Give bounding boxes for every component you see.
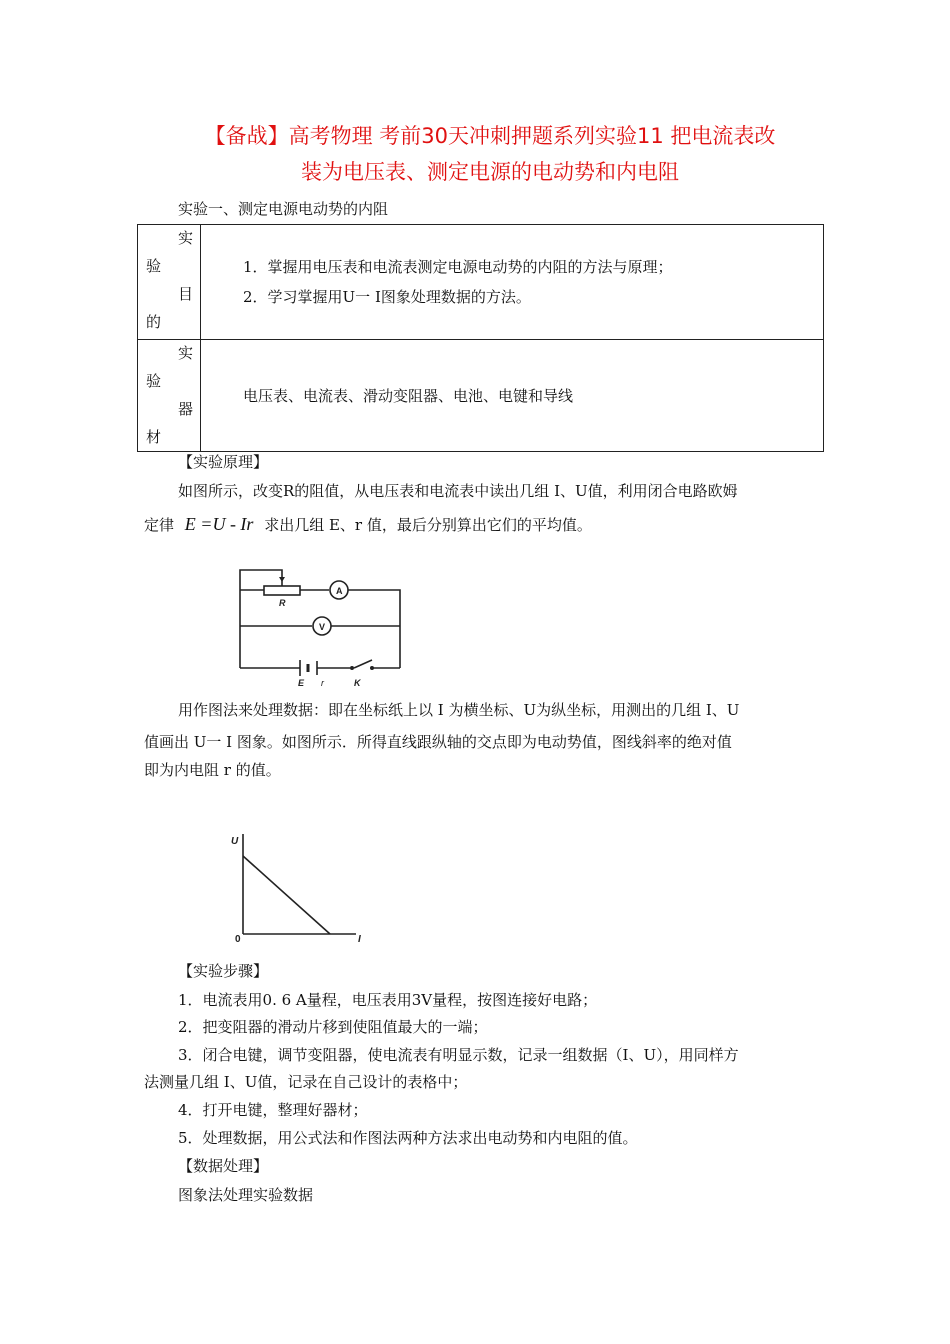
header-char: 目 — [178, 285, 194, 303]
step-item: 法测量几组 I、U值，记录在自己设计的表格中； — [144, 1073, 468, 1091]
u-i-line — [243, 856, 330, 934]
table-row-purpose — [138, 225, 824, 340]
label-r: r — [321, 678, 324, 688]
experiment-info-table — [137, 224, 824, 452]
y-axis-label: U — [231, 836, 239, 847]
u-i-graph — [228, 828, 368, 948]
label-A: A — [336, 586, 343, 596]
graphing-text-line2: 值画出 U一 I 图象。如图所示．所得直线跟纵轴的交点即为电动势值，图线斜率的绝对值 — [144, 733, 732, 751]
header-char: 器 — [178, 400, 194, 418]
header-char: 的 — [146, 313, 162, 331]
header-char: 验 — [146, 257, 162, 275]
circuit-wire — [348, 590, 400, 668]
data-processing-heading: 【数据处理】 — [178, 1157, 269, 1175]
purpose-item: 2．学习掌握用U一 I图象处理数据的方法。 — [243, 288, 531, 306]
purpose-item: 1．掌握用电压表和电流表测定电源电动势的内阻的方法与原理； — [243, 258, 673, 276]
equipment-item: 电压表、电流表、滑动变阻器、电池、电键和导线 — [243, 386, 574, 405]
header-char: 实 — [178, 229, 194, 247]
document-title-line1: 【备战】高考物理 考前30天冲刺押题系列实验11 把电流表改 — [204, 124, 776, 148]
label-E: E — [298, 678, 305, 688]
principle-suffix: 求出几组 E、r 值，最后分别算出它们的平均值。 — [264, 516, 592, 534]
equipment-header-cell — [138, 340, 201, 452]
label-V: V — [319, 622, 326, 632]
step-item: 4．打开电键，整理好器材； — [178, 1101, 368, 1119]
purpose-content-cell — [201, 225, 824, 340]
experiment-heading: 实验一、测定电源电动势的内阻 — [178, 200, 389, 218]
step-item: 1．电流表用0. 6 A量程，电压表用3V量程，按图连接好电路； — [178, 991, 598, 1009]
label-R: R — [279, 598, 286, 608]
switch-contact — [350, 666, 354, 670]
header-char: 实 — [178, 344, 194, 362]
slider-wire — [264, 570, 282, 586]
formula: E =U - Ir — [184, 514, 254, 534]
header-char: 验 — [146, 372, 162, 390]
principle-text-line2 — [144, 514, 592, 535]
resistor-body — [264, 586, 300, 595]
label-K: K — [354, 678, 361, 688]
table-row-equipment — [138, 340, 824, 452]
circuit-diagram — [232, 560, 412, 690]
graphing-text-line3: 即为内电阻 r 的值。 — [144, 761, 281, 779]
principle-text-line1: 如图所示，改变R的阻值，从电压表和电流表中读出几组 I、U值，利用闭合电路欧姆 — [178, 482, 738, 500]
data-processing-text: 图象法处理实验数据 — [178, 1186, 314, 1204]
principle-prefix: 定律 — [144, 516, 175, 534]
header-char: 材 — [146, 428, 162, 446]
step-item: 5．处理数据，用公式法和作图法两种方法求出电动势和内电阻的值。 — [178, 1129, 638, 1147]
step-item: 2．把变阻器的滑动片移到使阻值最大的一端； — [178, 1018, 488, 1036]
principle-heading: 【实验原理】 — [178, 453, 269, 471]
x-axis-label: I — [358, 934, 361, 945]
steps-heading: 【实验步骤】 — [178, 962, 269, 980]
origin-label: 0 — [235, 934, 241, 945]
document-title-line2: 装为电压表、测定电源的电动势和内电阻 — [301, 160, 679, 184]
switch-contact — [370, 666, 374, 670]
equipment-content-cell — [201, 340, 824, 452]
purpose-header-cell — [138, 225, 201, 340]
switch-blade — [354, 660, 372, 668]
circuit-wire — [240, 570, 264, 668]
step-item: 3．闭合电键，调节变阻器，使电流表有明显示数，记录一组数据（I、U），用同样方 — [178, 1046, 739, 1064]
graphing-text-line1: 用作图法来处理数据：即在坐标纸上以 I 为横坐标、U为纵坐标，用测出的几组 I、U — [178, 701, 740, 719]
slider-arrow — [279, 577, 285, 582]
